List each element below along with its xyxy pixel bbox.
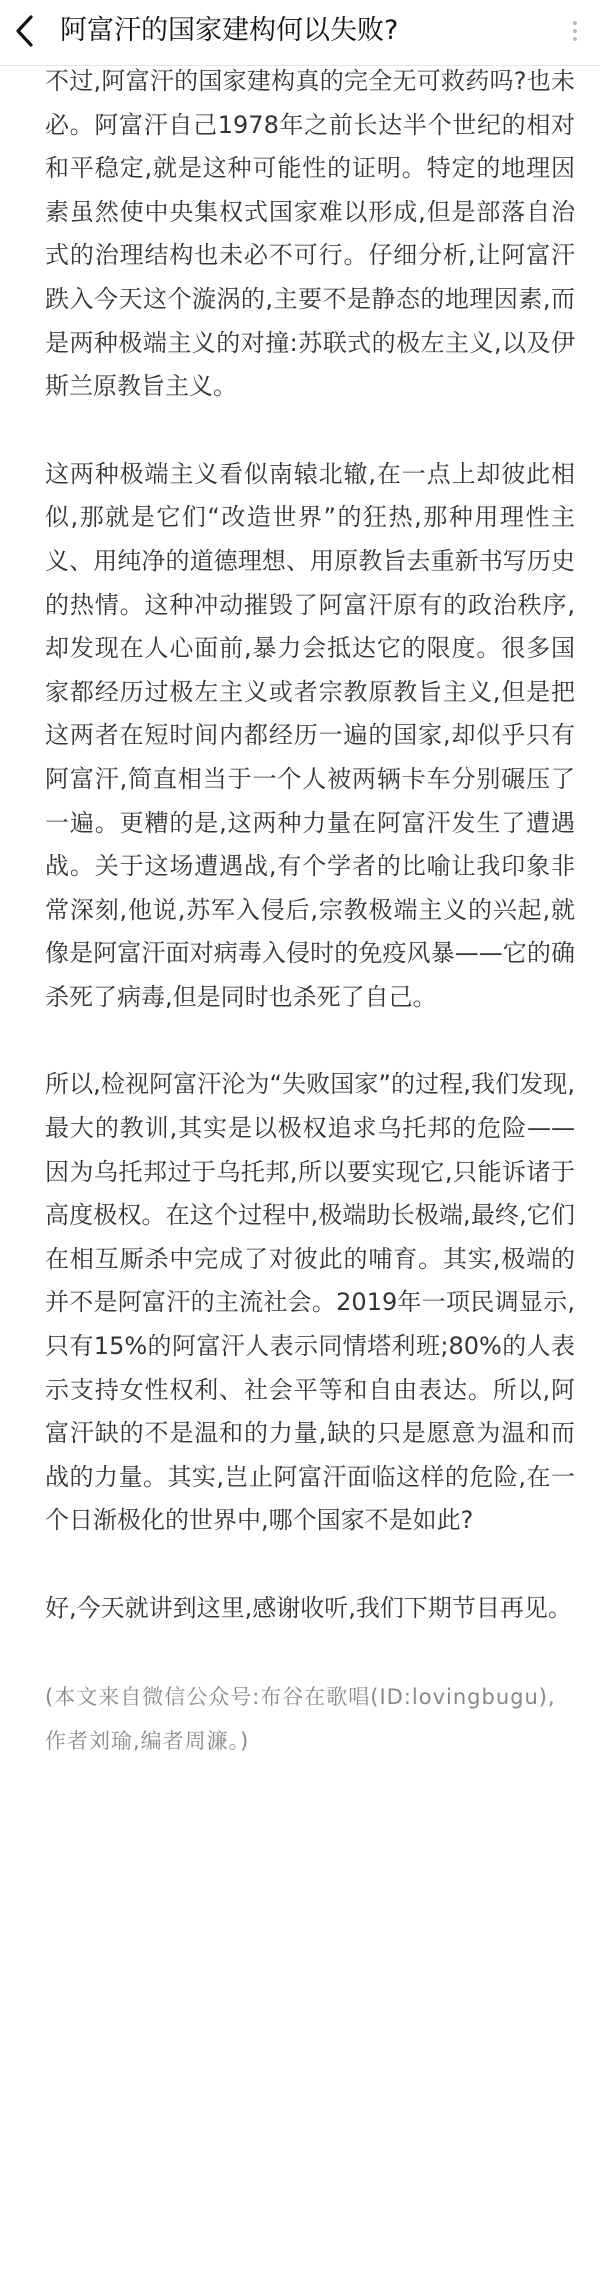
more-button[interactable] [560,14,590,48]
paragraph-3: 所以,检视阿富汗沦为“失败国家”的过程,我们发现,最大的教训,其实是以极权追求乌托邦的危险——因为乌托邦过于乌托邦,所以要实现它,只能诉诸于高度极权。在这个过程中,极端助长极端,最终,它们在相互厮杀中完成了对彼此的哺育。其实,极端的并不是阿富汗的主流社会。2019年一项民调显示,只有15%的阿富汗人表示同情塔利班;80%的人表示支持女性权利、社会平等和自由表达。所以,阿富汗缺的不是温和的力量,缺的只是愿意为温和而战的力量。其实,岂止阿富汗面临这样的危险,在一个日渐极化的世界中,哪个国家不是如此? [45,1070,575,1535]
paragraph-4: 好,今天就讲到这里,感谢收听,我们下期节目再见。 [45,1594,572,1622]
chevron-left-icon [14,14,34,48]
more-vertical-icon [573,21,577,25]
source-note: (本文来自微信公众号:布谷在歌唱(ID:lovingbugu),作者刘瑜,编者周濂。) [45,1684,556,1753]
article-body [45,60,575,1763]
paragraph-2: 这两种极端主义看似南辕北辙,在一点上却彼此相似,那就是它们“改造世界”的狂热,那种用理性主义、用纯净的道德理想、用原教旨去重新书写历史的热情。这种冲动摧毁了阿富汗原有的政治秩序,却发现在人心面前,暴力会抵达它的限度。很多国家都经历过极左主义或者宗教原教旨主义,但是把这两者在短时间内都经历一遍的国家,却似乎只有阿富汗,简直相当于一个人被两辆卡车分别碾压了一遍。更糟的是,这两种力量在阿富汗发生了遭遇战。关于这场遭遇战,有个学者的比喻让我印象非常深刻,他说,苏军入侵后,宗教极端主义的兴起,就像是阿富汗面对病毒入侵时的免疫风暴——它的确杀死了病毒,但是同时也杀死了自己。 [45,459,575,1011]
nav-bar [0,0,600,66]
paragraph-1: 不过,阿富汗的国家建构真的完全无可救药吗?也未必。阿富汗自己1978年之前长达半个世纪的相对和平稳定,就是这种可能性的证明。特定的地理因素虽然使中央集权式国家难以形成,但是部落自治式的治理结构也未必不可行。仔细分析,让阿富汗跌入今天这个漩涡的,主要不是静态的地理因素,而是两种极端主义的对撞:苏联式的极左主义,以及伊斯兰原教旨主义。 [45,67,575,401]
back-button[interactable] [6,9,42,53]
page-title: 阿富汗的国家建构何以失败? [60,15,399,46]
